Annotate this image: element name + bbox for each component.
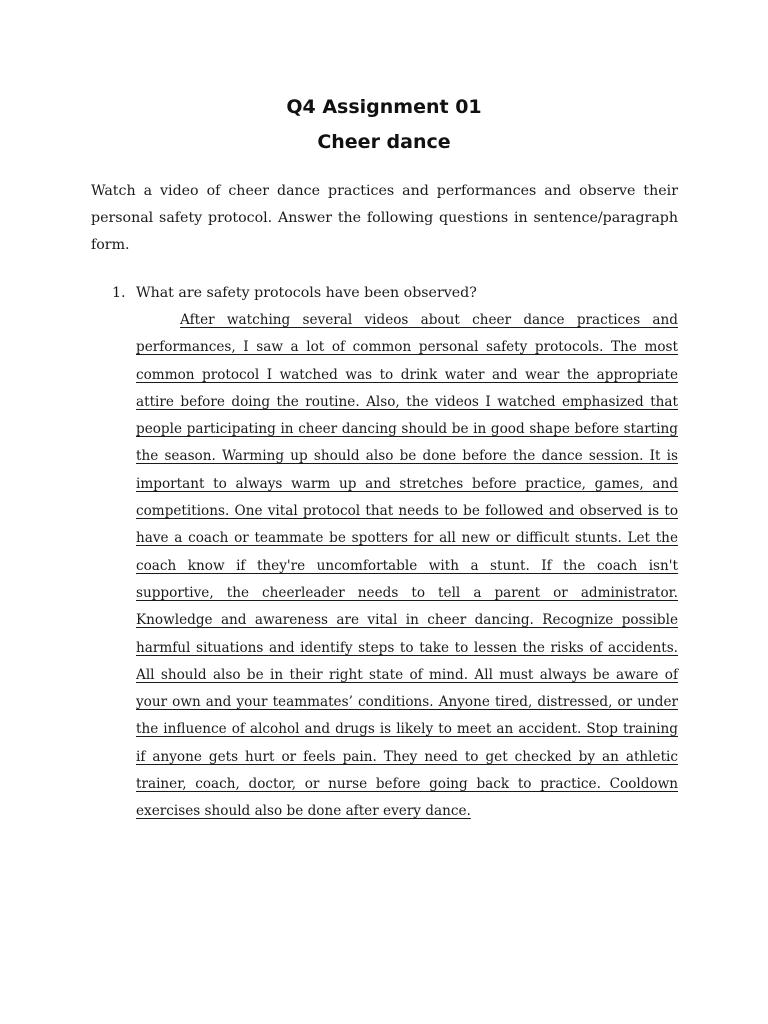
instructions-paragraph: Watch a video of cheer dance practices and performances and observe their personal safety protocol. Answer the following questions in sentence/paragraph form. [91,183,678,253]
question-1 [112,280,682,307]
question-text: What are safety protocols have been observed? [136,285,477,301]
document-title: Q4 Assignment 01 [286,96,482,118]
document-subtitle: Cheer dance [317,131,451,153]
answer-1-paragraph [136,307,678,826]
question-number: 1. [112,285,126,301]
answer-text: After watching several videos about cheer dance practices and performances, I saw a lot of common personal safety protocols. The most common protocol I watched was to drink water and wear the appropriate attire before doing the routine. Also, the videos I watched emphasized that people participating in cheer dancing should be in good shape before starting the season. Warming up should also be done before the dance session. It is important to always warm up and stretches before practice, games, and competitions. One vital protocol that needs to be followed and observed is to have a coach or teammate be spotters for all new or difficult stunts. Let the coach know if they're uncomfortable with a stunt. If the coach isn't supportive, the cheerleader needs to tell a parent or administrator. Knowledge and awareness are vital in cheer dancing. Recognize possible harmful situations and identify steps to take to lessen the risks of accidents. All should also be in their right state of mind. All must always be aware of your own and your teammates’ conditions. Anyone tired, distressed, or under the influence of alcohol and drugs is likely to meet an accident. Stop training if anyone gets hurt or feels pain. They need to get checked by an athletic trainer, coach, doctor, or nurse before going back to practice. Cooldown exercises should also be done after every dance. [136,312,678,820]
